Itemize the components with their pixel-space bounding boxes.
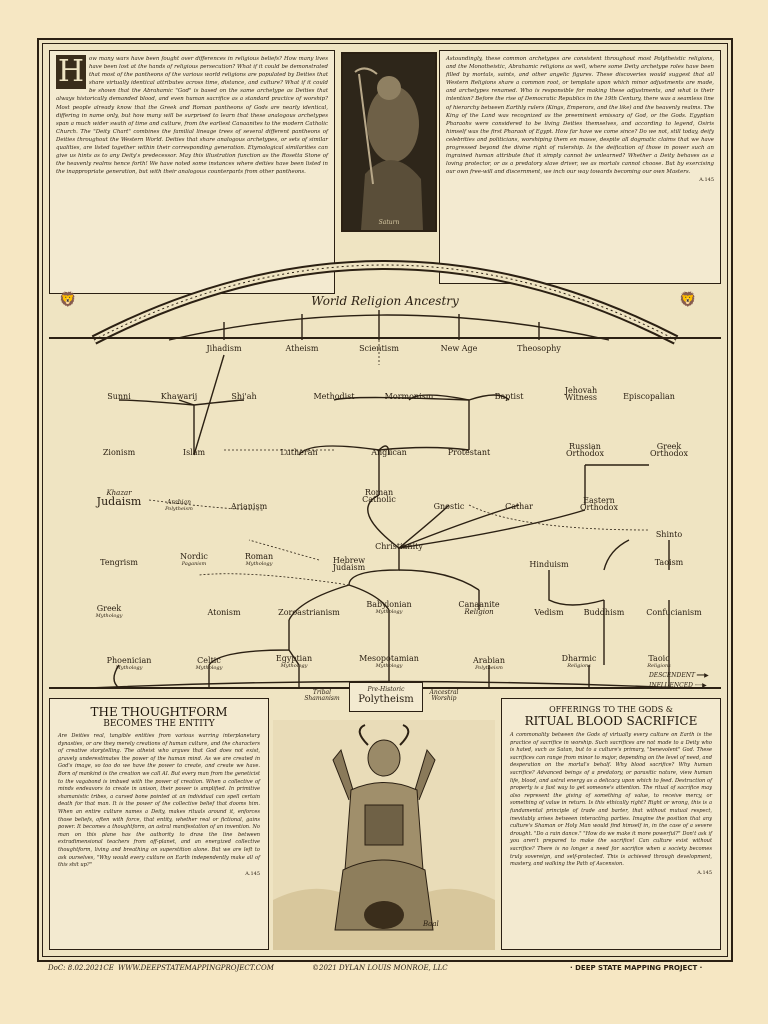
- node-russian-l1: Russian: [569, 442, 601, 451]
- intro-right-text: Astoundingly, these common archetypes are consistent throughout most Polytheistic religions, and the Monotheistic, Abrahamic religions as well, where some Deity archetype roles have been filled by mortals, saints, and other angelic figures. These discoveries would suggest that all Western Religions share a common root, or template upon which minor adjustments are made, and archetypes renamed. Who is responsible for making these adjustments, and what is their intention? Before the rise of Democratic Republics in the 19th Century, there was a seamless line of hierarchy between Earthly rulers (Kings, Emperors, and the like) and the heavenly realms. The King of the Land was recognized as the preeminent emissary of God, or the Gods. Egyptian Pharaohs were considered to be living Deities themselves, and according to legend, Osiris himself was the first Pharaoh of Egypt. How far have we come since? Do we not, still today, deify celebrities and politicians, worshiping them en masse, despite all dogmatic claims that we have progressed beyond the divine right of rulership. Is the deification of those in power such an ingrained human attribute that it simply cannot be unlearned? Whether a Deity behaves as a loving protector, or as a predatory slave driver, we as mortals cannot choose. But by exercising our own free-will and discernment, we inch our way towards becoming our own Masters.: [446, 56, 714, 176]
- node-protestant: Protestant: [447, 448, 491, 457]
- node-babylonian-mythology: [366, 600, 411, 615]
- node-taoic-religions: [647, 654, 671, 669]
- intro-right-sig: A.145: [699, 177, 714, 184]
- baal-label: Baal: [423, 920, 439, 928]
- node-jihadism: Jihadism: [206, 344, 242, 353]
- sacrifice-title-1: OFFERINGS TO THE GODS &: [549, 705, 673, 714]
- node-islam: Islam: [182, 448, 206, 457]
- node-arabian-l2: Polytheism: [475, 665, 503, 671]
- node-khazar-l2: Judaism: [96, 495, 142, 508]
- node-baptist: Baptist: [494, 392, 524, 401]
- node-greek-orthodox: [650, 442, 688, 457]
- node-atheism: Atheism: [285, 344, 319, 353]
- node-eastern-orthodox: [580, 496, 618, 511]
- node-mormonism: Mormonism: [384, 392, 434, 401]
- node-zoroastrianism: Zoroastrianism: [278, 608, 340, 617]
- sacrifice-panel: [501, 698, 721, 950]
- node-hinduism: Hinduism: [529, 560, 569, 569]
- node-ancestral-l1: Ancestral: [429, 689, 459, 696]
- thoughtform-title-2: BECOMES THE ENTITY: [103, 719, 215, 729]
- diagram-connectors: [49, 270, 721, 690]
- thoughtform-sig: A.145: [245, 870, 260, 877]
- node-tengrism: Tengrism: [100, 558, 138, 567]
- node-hebrew-l1: Hebrew: [332, 556, 366, 565]
- chart-title: [49, 290, 721, 309]
- node-tribal-shamanism: [304, 690, 339, 702]
- node-khazar-judaism: [97, 490, 142, 508]
- node-canaanite-religion: [458, 600, 499, 615]
- node-mesopotamian-l2: Mythology: [375, 663, 403, 669]
- node-buddhism: Buddhism: [583, 608, 625, 617]
- node-canaanite-l1: Canaanite: [458, 600, 500, 609]
- sacrifice-sig: A.145: [697, 869, 712, 876]
- node-rc-l1: Roman: [364, 488, 394, 497]
- node-prehistoric-l2: Polytheism: [358, 694, 414, 705]
- baal-illustration: [273, 720, 495, 950]
- node-cathar: Cathar: [505, 502, 533, 511]
- node-methodist: Methodist: [313, 392, 355, 401]
- legend-descendent: DESCENDENT ━━▶: [649, 672, 709, 679]
- legend-influenced: INFLUENCED ┄┄▶: [649, 682, 707, 689]
- chart-title-text: World Religion Ancestry: [311, 294, 459, 308]
- node-new-age: New Age: [440, 344, 478, 353]
- node-roman-catholic: [362, 488, 396, 503]
- node-taoism: Taoism: [654, 558, 684, 567]
- node-episcopalian: Episcopalian: [623, 392, 675, 401]
- footer-doc: DoC: 8.02.2021CE: [48, 964, 114, 972]
- node-jehovah-l2: Witness: [565, 393, 597, 402]
- node-atonism: Atonism: [207, 608, 241, 617]
- footer-brand: · DEEP STATE MAPPING PROJECT ·: [570, 964, 703, 972]
- node-egyptian-l1: Egyptian: [275, 654, 313, 663]
- node-vedism: Vedism: [534, 608, 564, 617]
- node-jehovah-l1: Jehovah: [564, 386, 598, 395]
- node-dharmic-l2: Religions: [567, 663, 591, 669]
- node-greek-myth-l2: Mythology: [95, 613, 123, 619]
- node-greek-mythology: [96, 604, 123, 619]
- footer-copyright: ©2021 DYLAN LOUIS MONROE, LLC: [312, 964, 448, 972]
- node-roman-myth-l2: Mythology: [245, 561, 273, 567]
- node-taoic-l2: Religions: [647, 663, 671, 669]
- node-khazar-l1: Khazar: [106, 489, 132, 497]
- node-ancestral-worship: [430, 690, 459, 702]
- node-prehistoric-polytheism: [349, 682, 423, 712]
- lamassu-right-icon: 🦁: [679, 292, 697, 308]
- saturn-label: Saturn: [378, 219, 400, 226]
- node-lutheran: Lutheran: [280, 448, 318, 457]
- node-jehovah: [565, 386, 597, 401]
- node-tribal-l1: Tribal: [312, 689, 332, 696]
- node-arabian-pol1-l2: Polytheism: [165, 506, 193, 512]
- node-shinto: Shinto: [655, 530, 683, 539]
- node-theosophy: Theosophy: [517, 344, 561, 353]
- node-dharmic-religions: [562, 654, 597, 669]
- node-roman-mythology: [245, 552, 273, 567]
- legend-descendent-text: DESCENDENT: [649, 672, 695, 679]
- thoughtform-panel: [49, 698, 269, 950]
- node-arabian-polytheism: [473, 656, 505, 671]
- node-gnostic: Gnostic: [433, 502, 465, 511]
- node-nordic-l2: Paganism: [181, 561, 207, 567]
- node-celtic-l1: Celtic: [197, 656, 221, 665]
- node-mesopotamian-mythology: [359, 654, 419, 669]
- node-nordic-paganism: [180, 552, 208, 567]
- node-phoenician-l1: Phoenician: [106, 656, 152, 665]
- node-dharmic-l1: Dharmic: [561, 654, 597, 663]
- node-greek-l2: Orthodox: [649, 449, 689, 458]
- poster: [37, 38, 733, 962]
- sacrifice-text: A commonality between the Gods of virtually every culture on Earth is the practice of sacrifice in worship. Such sacrifices are not made to a Deity who is hated, such as Satan, but to a culture's primary, "benevolent" God. These sacrifices can range from minor to major, depending on the level of need, and desperation on the mortal's behalf. Why blood sacrifice? Why human sacrifice? Advanced beings of a predatory, or parasitic nature, view human life, blood, and astral energy as a delicacy upon which to feed. Destruction of property is a fast way to get someone's attention. The ritual of sacrifice may also represent the giving of something of value, to receive mercy, or something of value in return. Is this ethically right? Right or wrong, this is a fundamental principle of trade and barter, that without mutual respect, inevitably arises between interacting parties. Imagine the position that any culture's Shaman or Holy Man would find himself in, in the case of a severe drought. "Do a rain dance." "How do we make it more powerful?" Don't ask if you aren't prepared to make the sacrifice! Can culture exist without sacrifice? There is no longer a need for sacrifice when a society becomes truly sovereign, and self-protected. This is achieved through development, mastery, and walking the Path of Ascension.: [510, 732, 712, 868]
- thoughtform-title-1: THE THOUGHTFORM: [90, 705, 228, 719]
- node-celtic-l2: Mythology: [195, 665, 223, 671]
- node-ancestral-l2: Worship: [431, 695, 457, 702]
- node-babylonian-l1: Babylonian: [366, 600, 412, 609]
- node-nordic-l1: Nordic: [180, 552, 208, 561]
- node-greek-myth-l1: Greek: [96, 604, 122, 613]
- lamassu-left-icon: 🦁: [59, 292, 77, 308]
- node-zionism: Zionism: [102, 448, 136, 457]
- legend-influenced-text: INFLUENCED: [649, 682, 693, 689]
- node-taoic-l1: Taoic: [648, 654, 670, 663]
- node-greek-l1: Greek: [656, 442, 682, 451]
- node-roman-myth-l1: Roman: [244, 552, 274, 561]
- node-christianity: Christianity: [375, 542, 423, 551]
- sacrifice-title-2: RITUAL BLOOD SACRIFICE: [524, 714, 698, 728]
- ancestry-diagram: [49, 270, 721, 690]
- node-hebrew-l2: Judaism: [332, 563, 366, 572]
- node-eastern-l2: Orthodox: [579, 503, 619, 512]
- node-celtic-mythology: [196, 656, 223, 671]
- node-eastern-l1: Eastern: [583, 496, 615, 505]
- node-tribal-l2: Shamanism: [304, 695, 340, 702]
- node-arianism: Arianism: [230, 502, 268, 511]
- thoughtform-text: Are Deities real, tangible entities from various warring interplanetary dynasties, or are they merely creations of human culture, and the characters of creative storytelling. The atheist who argues that God does not exist, gravely underestimates the power of the human mind. As we are created in God's image, so too do we have the power to create, and create we have. Born of mankind is the creation we call AI. But every man from the geneticist to the vagabond is imbued with the power of creation. When a collective of minds endeavors to create in unison, their power is amplified. In primitive shamanistic tribes, a cursed bone pointed at an individual can spell certain death for that man. It is the power of the collective belief that dooms him. When an entire culture names a Deity, makes rituals around it, enforces those beliefs, often with force, that entity, whether real or fictional, gains power. It becomes a thoughtform, an astral manifestation of an invention. No man on this plane has the authority to draw the line between extradimensional teachers from off-planet, and an energized collective thoughtform, living and breathing on superstition alone. But we are left to ask ourselves, "Why would every culture on Earth independently make all of this shit up?": [58, 733, 260, 869]
- node-egyptian-mythology: [276, 654, 312, 669]
- node-rc-l2: Catholic: [362, 495, 396, 504]
- node-anglican: Anglican: [371, 448, 407, 457]
- node-confucianism: Confucianism: [646, 608, 702, 617]
- node-arabian-polytheism-1: [165, 500, 193, 512]
- node-arabian-l1: Arabian: [473, 656, 505, 665]
- baal-figure: [273, 720, 495, 950]
- node-canaanite-l2: Religion: [464, 608, 494, 616]
- footer-site[interactable]: WWW.DEEPSTATEMAPPINGPROJECT.COM: [118, 964, 274, 972]
- node-phoenician-mythology: [107, 656, 152, 671]
- node-arabian-pol1-l1: Arabian: [167, 499, 191, 506]
- node-hebrew-judaism: [333, 556, 366, 571]
- node-sunni: Sunni: [107, 392, 131, 401]
- node-khawarij: Khawarij: [160, 392, 198, 401]
- node-prehistoric-l1: Pre-Historic: [367, 686, 405, 693]
- node-babylonian-l2: Mythology: [375, 609, 403, 615]
- intro-left-body: ow many wars have been fought over differences in religious beliefs? How many lives have been lost at the hands of religious persecution? What if it could be demonstrated that most of the pantheons of the various world religions are populated by Deities that share virtually identical attributes across time, distance, and culture? What if it could be shown that the Abrahamic "God" is based on the same archetype as Deities that always historically demanded blood, and even human sacrifice as a standard practice of worship? Most people already know that the Greek and Roman pantheons of Gods are nearly identical, differing in name only, but how many will be surprised to learn that these analogous archetypes span a much wider swath of time and culture, from the earliest Canaanites to the modern Catholic Church. The "Deity Chart" combines the familial lineage trees of several different pantheons of Deities throughout the Western World. Deities that share analogous archetypes, or sets of similar qualities, are listed together within their corresponding generation. Etymological similarities can give us hints as to any Deity's predecessor. May this illustration function as the Rosetta Stone of the heavenly realms hence forth! We have noted some instances where deities have been listed in the inappropriate generation, but with their analogous counterparts from other pantheons.: [56, 56, 328, 176]
- node-russian-orthodox: [566, 442, 604, 457]
- node-phoenician-l2: Mythology: [115, 665, 143, 671]
- node-mesopotamian-l1: Mesopotamian: [359, 654, 419, 663]
- drop-cap: H: [57, 54, 85, 89]
- node-egyptian-l2: Mythology: [280, 663, 308, 669]
- node-shiah: Shi'ah: [231, 392, 257, 401]
- node-scientism: Scientism: [359, 344, 399, 353]
- node-russian-l2: Orthodox: [565, 449, 605, 458]
